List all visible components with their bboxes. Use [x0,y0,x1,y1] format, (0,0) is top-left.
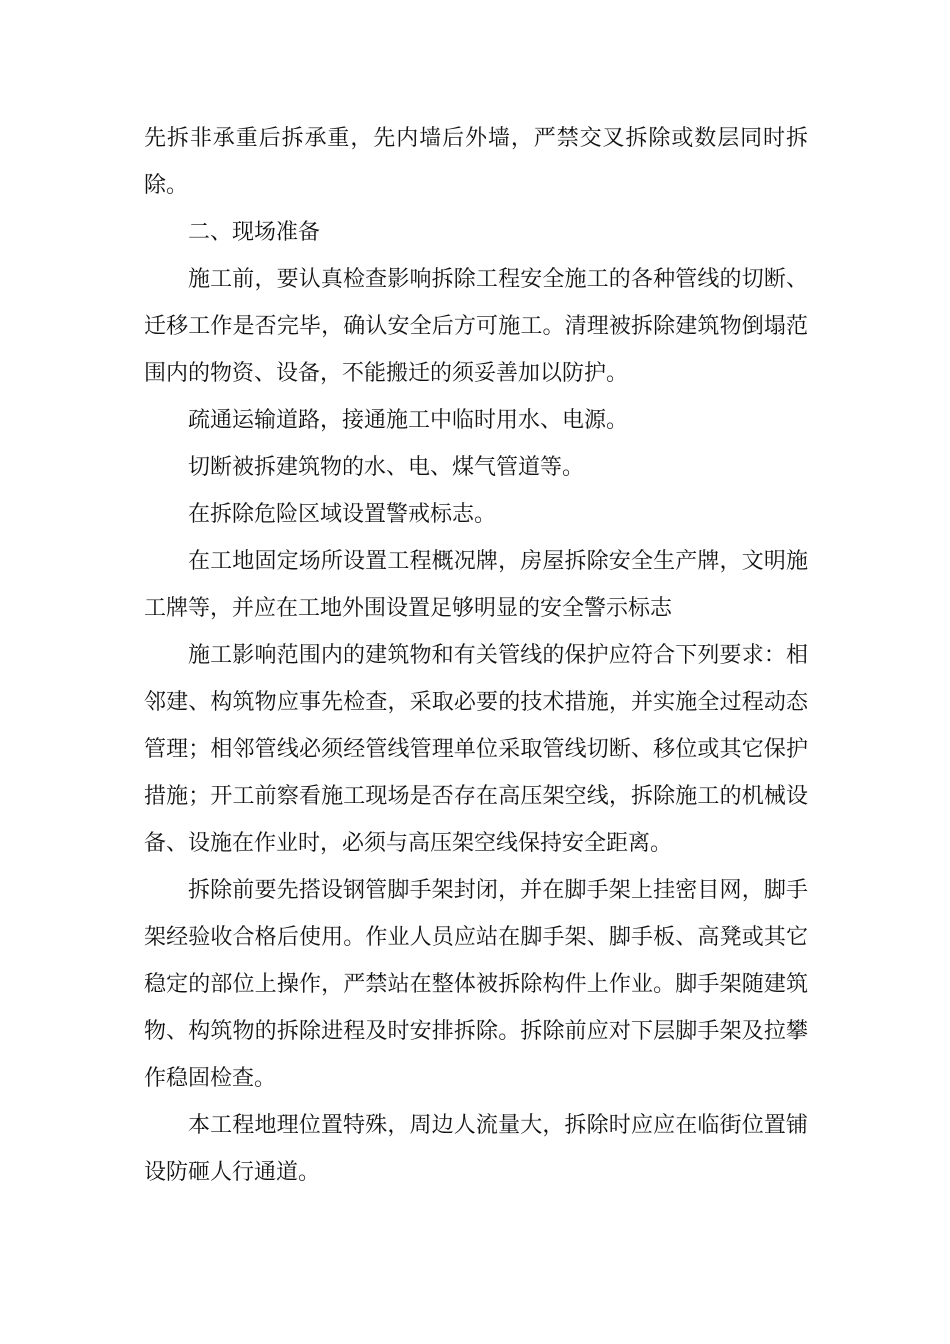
paragraph-pipeline-check: 施工前，要认真检查影响拆除工程安全施工的各种管线的切断、迁移工作是否完毕，确认安全后方可施工。清理被拆除建筑物倒塌范围内的物资、设备，不能搬迁的须妥善加以防护。 [144,267,808,386]
paragraph-cut-utilities: 切断被拆建筑物的水、电、煤气管道等。 [188,455,585,480]
paragraph-protection-requirements: 施工影响范围内的建筑物和有关管线的保护应符合下列要求：相邻建、构筑物应事先检查，采取必要的技术措施，并实施全过程动态管理；相邻管线必须经管线管理单位采取管线切断、移位或其它保护措施；开工前察看施工现场是否存在高压架空线，拆除施工的机械设备、设施在作业时，必须与高压架空线保持安全距离。 [144,643,808,856]
paragraph-warning-signs: 在拆除危险区域设置警戒标志。 [188,502,497,527]
paragraph-pedestrian-passage: 本工程地理位置特殊，周边人流量大，拆除时应应在临街位置铺设防砸人行通道。 [144,1113,808,1185]
paragraph-project-boards: 在工地固定场所设置工程概况牌，房屋拆除安全生产牌，文明施工牌等，并应在工地外围设置足够明显的安全警示标志 [144,549,808,621]
paragraph-transport-road: 疏通运输道路，接通施工中临时用水、电源。 [188,408,629,433]
section-heading-site-preparation: 二、现场准备 [188,220,321,245]
paragraph-demolition-order: 先拆非承重后拆承重，先内墙后外墙，严禁交叉拆除或数层同时拆除。 [144,126,808,198]
paragraph-scaffolding: 拆除前要先搭设钢管脚手架封闭，并在脚手架上挂密目网，脚手架经验收合格后使用。作业人员应站在脚手架、脚手板、高凳或其它稳定的部位上操作，严禁站在整体被拆除构件上作业。脚手架随建筑物、构筑物的拆除进程及时安排拆除。拆除前应对下层脚手架及拉攀作稳固检查。 [144,878,808,1091]
document-body [144,115,808,1196]
